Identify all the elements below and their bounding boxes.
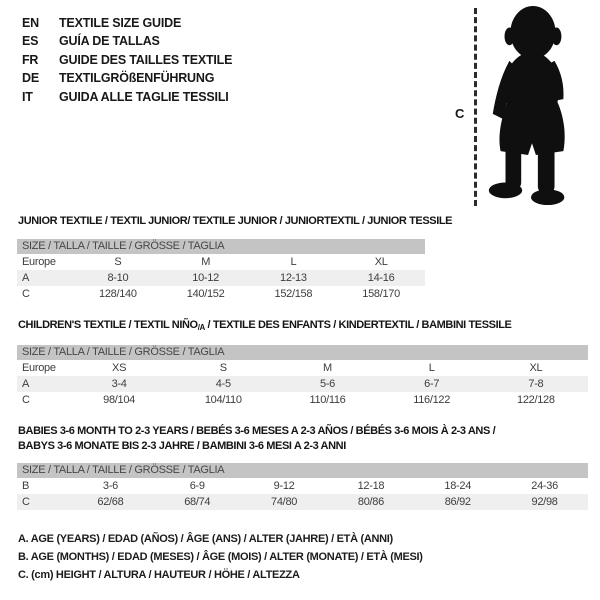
cell: S bbox=[114, 256, 122, 268]
title-part: CHILDREN'S TEXTILE / TEXTIL NIÑO bbox=[18, 319, 198, 331]
table-header-bar bbox=[17, 239, 425, 254]
height-c-label: C bbox=[455, 106, 465, 121]
cell: 7-8 bbox=[484, 376, 588, 392]
lang-title: TEXTILGRÖßENFÜHRUNG bbox=[59, 71, 215, 86]
lang-code: EN bbox=[22, 16, 39, 30]
cell: 18-24 bbox=[444, 480, 472, 492]
lang-code: IT bbox=[22, 89, 33, 104]
cell: XL bbox=[529, 362, 543, 374]
cell: S bbox=[219, 362, 227, 374]
table-row bbox=[17, 270, 425, 286]
cell: 104/110 bbox=[204, 394, 242, 406]
cell: 158/170 bbox=[362, 288, 400, 300]
cell: 140/152 bbox=[186, 288, 225, 300]
babies-size-table bbox=[17, 463, 588, 510]
lang-title: GUÍA DE TALLAS bbox=[59, 34, 160, 49]
legend-notes bbox=[18, 531, 423, 584]
cell: XS bbox=[112, 362, 127, 374]
cell: M bbox=[201, 256, 211, 268]
cell: 5-6 bbox=[275, 376, 379, 392]
lang-row-es bbox=[22, 32, 232, 50]
table-row bbox=[17, 478, 588, 494]
table-row bbox=[17, 392, 588, 408]
size-header-label: SIZE / TALLA / TAILLE / GRÖSSE / TAGLIA bbox=[17, 345, 588, 360]
cell: 6-7 bbox=[380, 376, 484, 392]
cell: 86/92 bbox=[414, 494, 501, 510]
cell: 8-10 bbox=[74, 270, 162, 286]
table-row bbox=[17, 494, 588, 510]
lang-code: ES bbox=[22, 34, 39, 49]
lang-row-it bbox=[22, 88, 232, 106]
children-section-title bbox=[18, 319, 512, 332]
table-header-bar bbox=[17, 345, 588, 360]
cell: 3-6 bbox=[102, 480, 118, 492]
cell: L bbox=[428, 362, 435, 374]
babies-title-line1: BABIES 3-6 MONTH TO 2-3 YEARS / BEBÉS 3-6 MESES A 2-3 AÑOS / BÉBÉS 3-6 MOIS À 2-3 ANS / bbox=[18, 425, 496, 437]
cell: 4-5 bbox=[171, 376, 275, 392]
language-title-list bbox=[22, 14, 232, 106]
row-label: C bbox=[17, 494, 67, 510]
cell: 14-16 bbox=[337, 270, 425, 286]
cell: 116/122 bbox=[413, 394, 451, 406]
size-header-label: SIZE / TALLA / TAILLE / GRÖSSE / TAGLIA bbox=[17, 239, 425, 254]
cell: 68/74 bbox=[154, 494, 241, 510]
cell: 122/128 bbox=[517, 394, 555, 406]
cell: 80/86 bbox=[327, 494, 414, 510]
cell: 12-18 bbox=[357, 480, 385, 492]
cell: 9-12 bbox=[273, 480, 295, 492]
cell: 10-12 bbox=[162, 270, 250, 286]
size-header-label: SIZE / TALLA / TAILLE / GRÖSSE / TAGLIA bbox=[17, 463, 588, 478]
cell: XL bbox=[374, 256, 388, 268]
table-header-bar bbox=[17, 463, 588, 478]
table-row bbox=[17, 376, 588, 392]
row-label: B bbox=[22, 480, 30, 492]
cell: 24-36 bbox=[531, 480, 558, 492]
cell: L bbox=[290, 256, 297, 268]
cell: 152/158 bbox=[274, 288, 313, 300]
row-label: C bbox=[22, 394, 30, 406]
row-label: Europe bbox=[22, 362, 56, 374]
junior-section-title: JUNIOR TEXTILE / TEXTIL JUNIOR/ TEXTILE JUNIOR / JUNIORTEXTIL / JUNIOR TESSILE bbox=[18, 215, 453, 227]
lang-code: DE bbox=[22, 71, 39, 86]
lang-title: TEXTILE SIZE GUIDE bbox=[59, 16, 182, 30]
cell: M bbox=[323, 362, 332, 374]
cell: 98/104 bbox=[103, 394, 136, 406]
lang-code: FR bbox=[22, 52, 39, 67]
toddler-silhouette-image bbox=[477, 4, 585, 208]
cell: 12-13 bbox=[250, 270, 338, 286]
lang-title: GUIDA ALLE TAGLIE TESSILI bbox=[59, 89, 229, 104]
title-part: / TEXTILE DES ENFANTS / KINDERTEXTIL / BAMBINI TESSILE bbox=[204, 319, 512, 331]
lang-title: GUIDE DES TAILLES TEXTILE bbox=[59, 52, 233, 67]
lang-row-fr bbox=[22, 51, 232, 69]
row-label: C bbox=[22, 288, 30, 300]
junior-size-table bbox=[17, 239, 425, 302]
table-row bbox=[17, 254, 425, 270]
row-label: A bbox=[17, 376, 67, 392]
note-a: A. AGE (YEARS) / EDAD (AÑOS) / ÂGE (ANS) / ALTER (JAHRE) / ETÀ (ANNI) bbox=[18, 533, 393, 545]
lang-row-en bbox=[22, 14, 232, 32]
cell: 128/140 bbox=[99, 288, 137, 300]
table-row bbox=[17, 286, 425, 302]
row-label: A bbox=[17, 270, 74, 286]
cell: 110/116 bbox=[309, 394, 346, 406]
note-b: B. AGE (MONTHS) / EDAD (MESES) / ÂGE (MOIS) / ALTER (MONATE) / ETÀ (MESI) bbox=[18, 550, 423, 563]
babies-title-line2: BABYS 3-6 MONATE BIS 2-3 JAHRE / BAMBINI 3-6 MESI A 2-3 ANNI bbox=[18, 440, 346, 452]
note-c: C. (cm) HEIGHT / ALTURA / HAUTEUR / HÖHE / ALTEZZA bbox=[18, 568, 300, 581]
lang-row-de bbox=[22, 69, 232, 87]
cell: 74/80 bbox=[241, 494, 328, 510]
babies-section-title bbox=[18, 424, 495, 454]
cell: 62/68 bbox=[67, 494, 154, 510]
cell: 92/98 bbox=[501, 494, 588, 510]
table-row bbox=[17, 360, 588, 376]
cell: 3-4 bbox=[67, 376, 171, 392]
row-label: Europe bbox=[22, 256, 56, 268]
cell: 6-9 bbox=[189, 480, 205, 492]
title-part-subscript: /A bbox=[197, 323, 205, 332]
children-size-table bbox=[17, 345, 588, 408]
